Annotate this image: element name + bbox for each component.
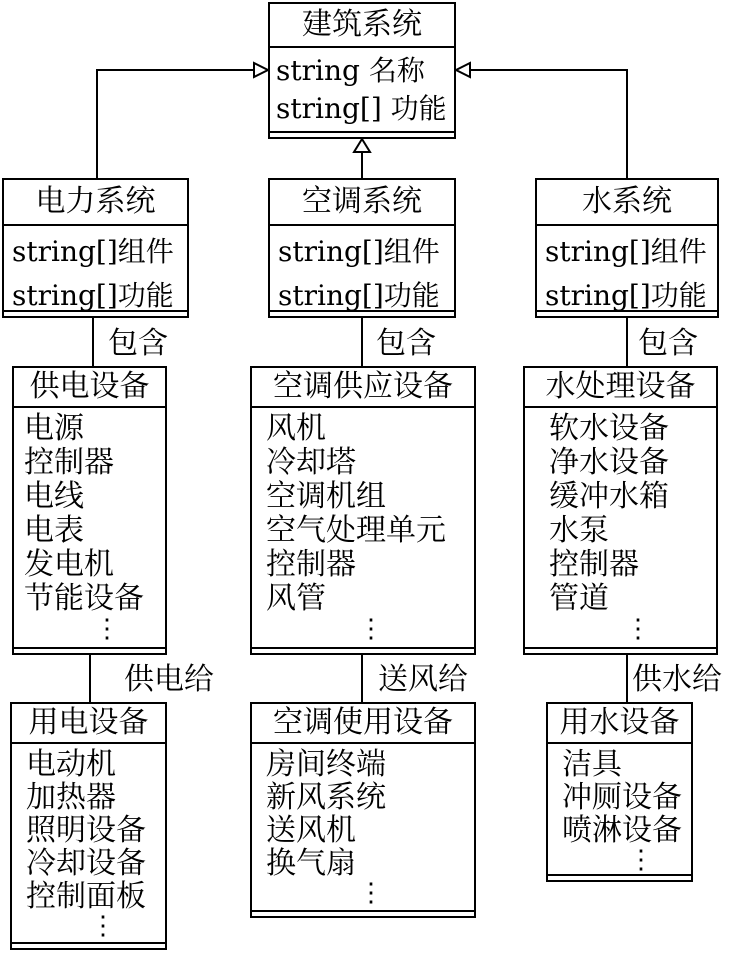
contains-label-water: 包含	[638, 326, 698, 361]
list-item: 喷淋设备	[562, 813, 682, 848]
list-item: 管道	[549, 581, 609, 616]
root-attr-name: string 名称	[276, 54, 425, 87]
more-ellipsis: ⋮	[625, 614, 651, 644]
more-ellipsis: ⋮	[94, 614, 120, 644]
list-item: 控制器	[266, 547, 356, 582]
contains-label-electric: 包含	[108, 326, 168, 361]
power-supply-equipment-box	[12, 366, 167, 655]
list-item: 冷却设备	[26, 846, 146, 881]
hvac-attr-functions: string[]功能	[278, 279, 440, 312]
more-ellipsis: ⋮	[90, 911, 116, 941]
inherit-arrowhead-center	[354, 139, 370, 152]
more-ellipsis: ⋮	[358, 878, 384, 908]
list-item: 房间终端	[266, 747, 386, 782]
list-item: 净水设备	[549, 445, 669, 480]
electric-system-title: 电力系统	[4, 180, 187, 226]
water-system-title: 水系统	[537, 180, 717, 226]
more-ellipsis: ⋮	[358, 614, 384, 644]
list-item: 控制器	[549, 547, 639, 582]
list-item: 照明设备	[26, 813, 146, 848]
list-item: 空气处理单元	[266, 513, 446, 548]
water-attr-components: string[]组件	[545, 235, 707, 268]
inherit-arrowhead-right	[456, 63, 470, 77]
list-item: 风机	[266, 411, 326, 446]
hvac-system-title: 空调系统	[270, 180, 454, 226]
water-use-equipment-box	[546, 702, 693, 882]
supply-label-hvac: 送风给	[378, 662, 468, 697]
hvac-attr-components: string[]组件	[278, 235, 440, 268]
list-item: 控制器	[24, 445, 114, 480]
water-use-equipment-title: 用水设备	[548, 704, 691, 744]
inherit-arrowhead-left	[254, 63, 268, 77]
list-item: 水泵	[549, 513, 609, 548]
inherit-line-electric	[97, 70, 254, 178]
contains-label-hvac: 包含	[376, 326, 436, 361]
list-item: 空调机组	[266, 479, 386, 514]
power-use-equipment-box	[10, 702, 167, 950]
water-attr-functions: string[]功能	[545, 279, 707, 312]
list-item: 冲厕设备	[562, 780, 682, 815]
list-item: 控制面板	[26, 879, 146, 914]
list-item: 缓冲水箱	[549, 479, 669, 514]
electric-attr-components: string[]组件	[12, 235, 174, 268]
list-item: 送风机	[266, 813, 356, 848]
power-supply-equipment-title: 供电设备	[14, 368, 165, 408]
power-use-equipment-title: 用电设备	[12, 704, 165, 744]
list-item: 电源	[24, 411, 84, 446]
supply-label-electric: 供电给	[124, 662, 214, 697]
list-item: 换气扇	[266, 846, 356, 881]
root-class-box	[268, 2, 456, 139]
inherit-line-water	[470, 70, 627, 178]
more-ellipsis: ⋮	[628, 845, 654, 875]
root-class-title: 建筑系统	[270, 4, 454, 48]
hvac-use-equipment-box	[250, 702, 476, 918]
hvac-supply-equipment-title: 空调供应设备	[252, 368, 474, 408]
hvac-use-equipment-title: 空调使用设备	[252, 704, 474, 744]
list-item: 洁具	[562, 747, 622, 782]
list-item: 新风系统	[266, 780, 386, 815]
water-system-box	[535, 178, 719, 318]
electric-attr-functions: string[]功能	[12, 279, 174, 312]
electric-system-box	[2, 178, 189, 318]
supply-label-water: 供水给	[632, 662, 722, 697]
hvac-supply-equipment-box	[250, 366, 476, 655]
hvac-system-box	[268, 178, 456, 318]
list-item: 软水设备	[549, 411, 669, 446]
root-attr-function: string[] 功能	[276, 92, 447, 125]
list-item: 发电机	[24, 547, 114, 582]
list-item: 电动机	[26, 747, 116, 782]
water-treatment-equipment-box	[523, 366, 718, 655]
water-treatment-equipment-title: 水处理设备	[525, 368, 716, 408]
list-item: 加热器	[26, 780, 116, 815]
list-item: 电表	[24, 513, 84, 548]
list-item: 电线	[24, 479, 84, 514]
list-item: 冷却塔	[266, 445, 356, 480]
list-item: 节能设备	[24, 581, 144, 616]
list-item: 风管	[266, 581, 326, 616]
